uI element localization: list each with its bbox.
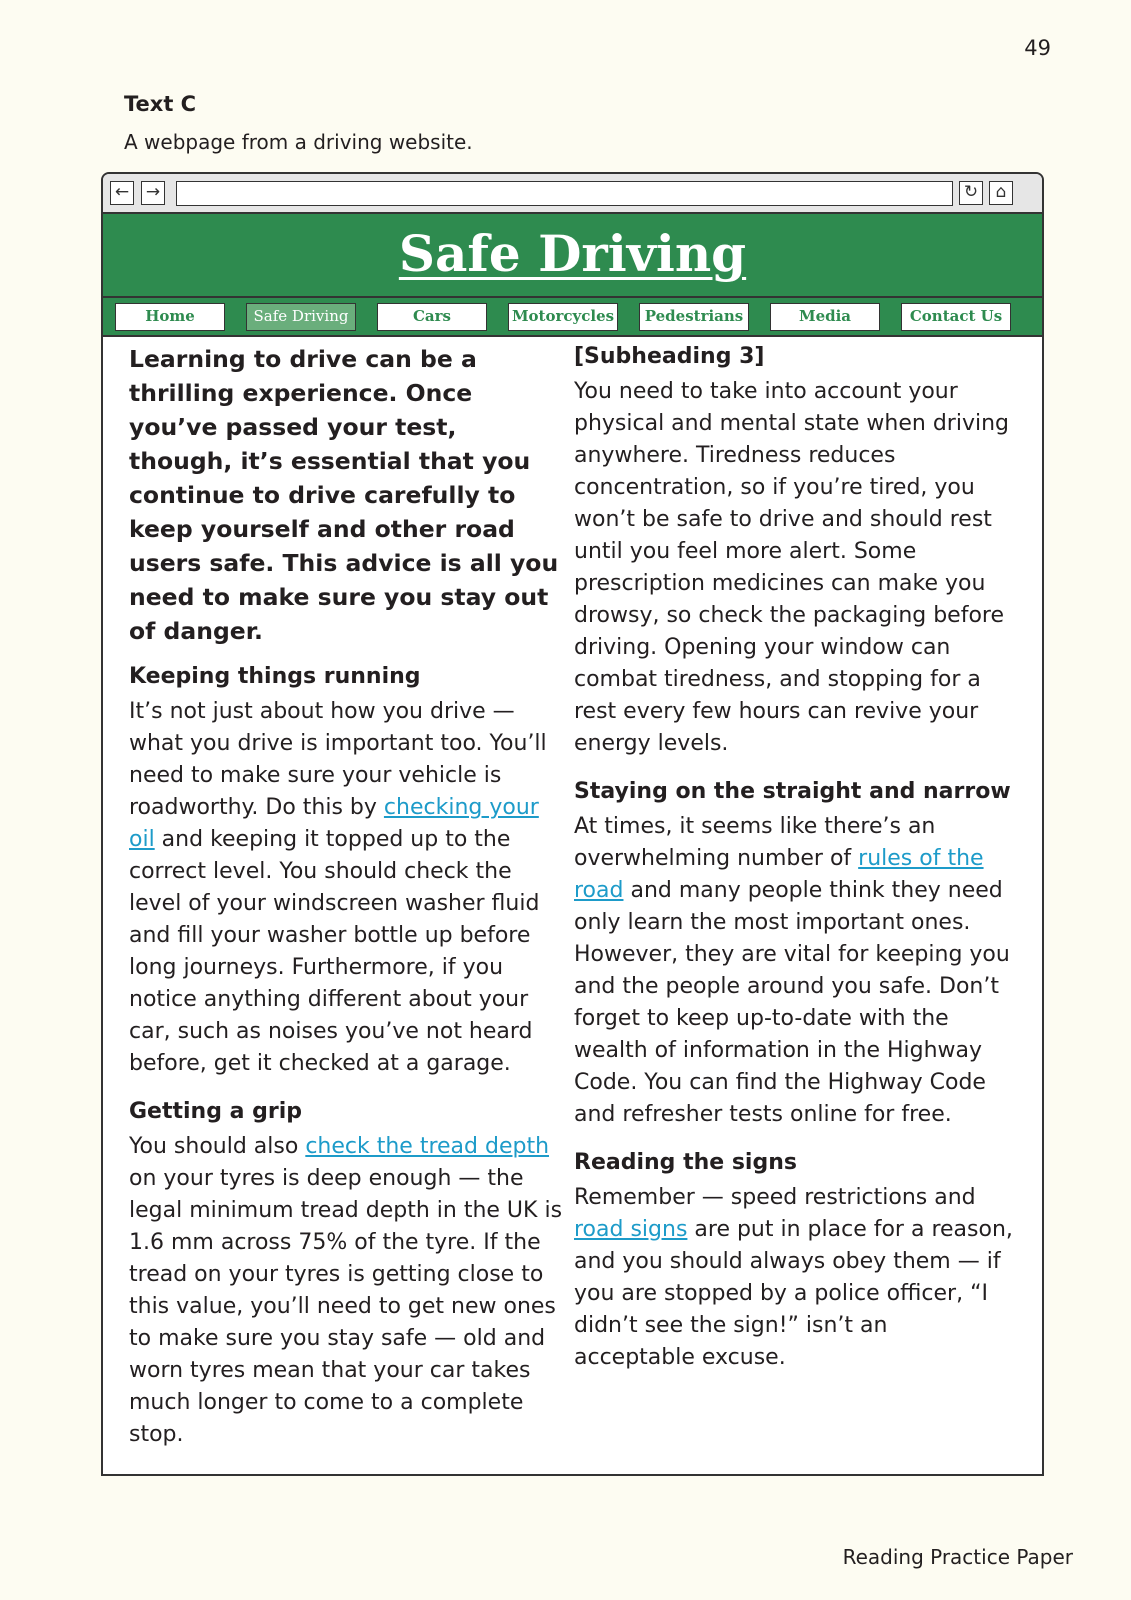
- text-label: Text C: [124, 92, 197, 116]
- nav-item-home[interactable]: Home: [115, 303, 225, 331]
- forward-arrow-icon[interactable]: →: [141, 181, 165, 205]
- address-bar[interactable]: [176, 181, 953, 206]
- site-nav: [103, 296, 1042, 337]
- content-column-right: [574, 342, 1014, 1391]
- nav-item-motorcycles[interactable]: Motorcycles: [508, 303, 618, 331]
- nav-item-safe-driving[interactable]: Safe Driving: [246, 303, 356, 331]
- section-body-subheading-3: You need to take into account your physical and mental state when driving anywhere. Tiredness reduces concentration, so if you’re tired, you won’t be safe to drive and should rest until you feel more alert. Some prescription medicines can make you drowsy, so check the packaging before driving. Opening your window can combat tiredness, and stopping for a rest every few hours can revive your energy levels.: [574, 379, 1009, 756]
- section-heading-straight-and-narrow: Staying on the straight and narrow: [574, 779, 1011, 804]
- section-heading-getting-a-grip: Getting a grip: [129, 1099, 303, 1124]
- nav-item-pedestrians[interactable]: Pedestrians: [639, 303, 749, 331]
- browser-window: [101, 172, 1044, 1476]
- road-signs-link[interactable]: road signs: [574, 1217, 688, 1242]
- site-title[interactable]: Safe Driving: [398, 224, 747, 283]
- browser-toolbar: [103, 174, 1042, 214]
- home-icon[interactable]: ⌂: [989, 181, 1013, 205]
- section-body-keeping-things-running: It’s not just about how you drive — what you drive is important too. You’ll need to make sure your vehicle is roadworthy. Do this by checking your oil and keeping it topped up to the correct level. You should check the level of your windscreen washer fluid and fill your washer bottle up before long journeys. Furthermore, if you notice anything different about your car, such as noises you’ve not heard before, get it checked at a garage.: [129, 699, 547, 1076]
- section-body-reading-the-signs: Remember — speed restrictions and road signs are put in place for a reason, and you should always obey them — if you are stopped by a police officer, “I didn’t see the sign!” isn’t an acceptable excuse.: [574, 1185, 1013, 1370]
- text-description: A webpage from a driving website.: [124, 130, 473, 154]
- site-banner: [103, 214, 1042, 296]
- rules-of-the-road-link[interactable]: rules of the road: [574, 846, 984, 903]
- section-body-getting-a-grip: You should also check the tread depth on your tyres is deep enough — the legal minimum tread depth in the UK is 1.6 mm across 75% of the tyre. If the tread on your tyres is getting close to this value, you’ll need to get new ones to make sure you stay safe — old and worn tyres mean that your car takes much longer to come to a complete stop.: [129, 1134, 563, 1447]
- section-heading-subheading-3: [Subheading 3]: [574, 344, 765, 369]
- section-heading-reading-the-signs: Reading the signs: [574, 1150, 797, 1175]
- back-arrow-icon[interactable]: ←: [110, 181, 134, 205]
- nav-item-media[interactable]: Media: [770, 303, 880, 331]
- section-body-straight-and-narrow: At times, it seems like there’s an overwhelming number of rules of the road and many people think they need only learn the most important ones. However, they are vital for keeping you and the people around you safe. Don’t forget to keep up-to-date with the wealth of information in the Highway Code. You can find the Highway Code and refresher tests online for free.: [574, 814, 1010, 1127]
- content-column-left: [129, 342, 567, 1468]
- checking-your-oil-link[interactable]: checking your oil: [129, 795, 539, 852]
- intro-paragraph: Learning to drive can be a thrilling experience. Once you’ve passed your test, though, it’s essential that you continue to drive carefully to keep yourself and other road users safe. This advice is all you need to make sure you stay out of danger.: [129, 345, 559, 645]
- refresh-icon[interactable]: ↻: [959, 181, 983, 205]
- nav-item-contact-us[interactable]: Contact Us: [901, 303, 1011, 331]
- check-tread-depth-link[interactable]: check the tread depth: [305, 1134, 550, 1159]
- section-heading-keeping-things-running: Keeping things running: [129, 664, 421, 689]
- page-number: 49: [1024, 36, 1051, 60]
- page-footer: Reading Practice Paper: [842, 1545, 1073, 1569]
- nav-item-cars[interactable]: Cars: [377, 303, 487, 331]
